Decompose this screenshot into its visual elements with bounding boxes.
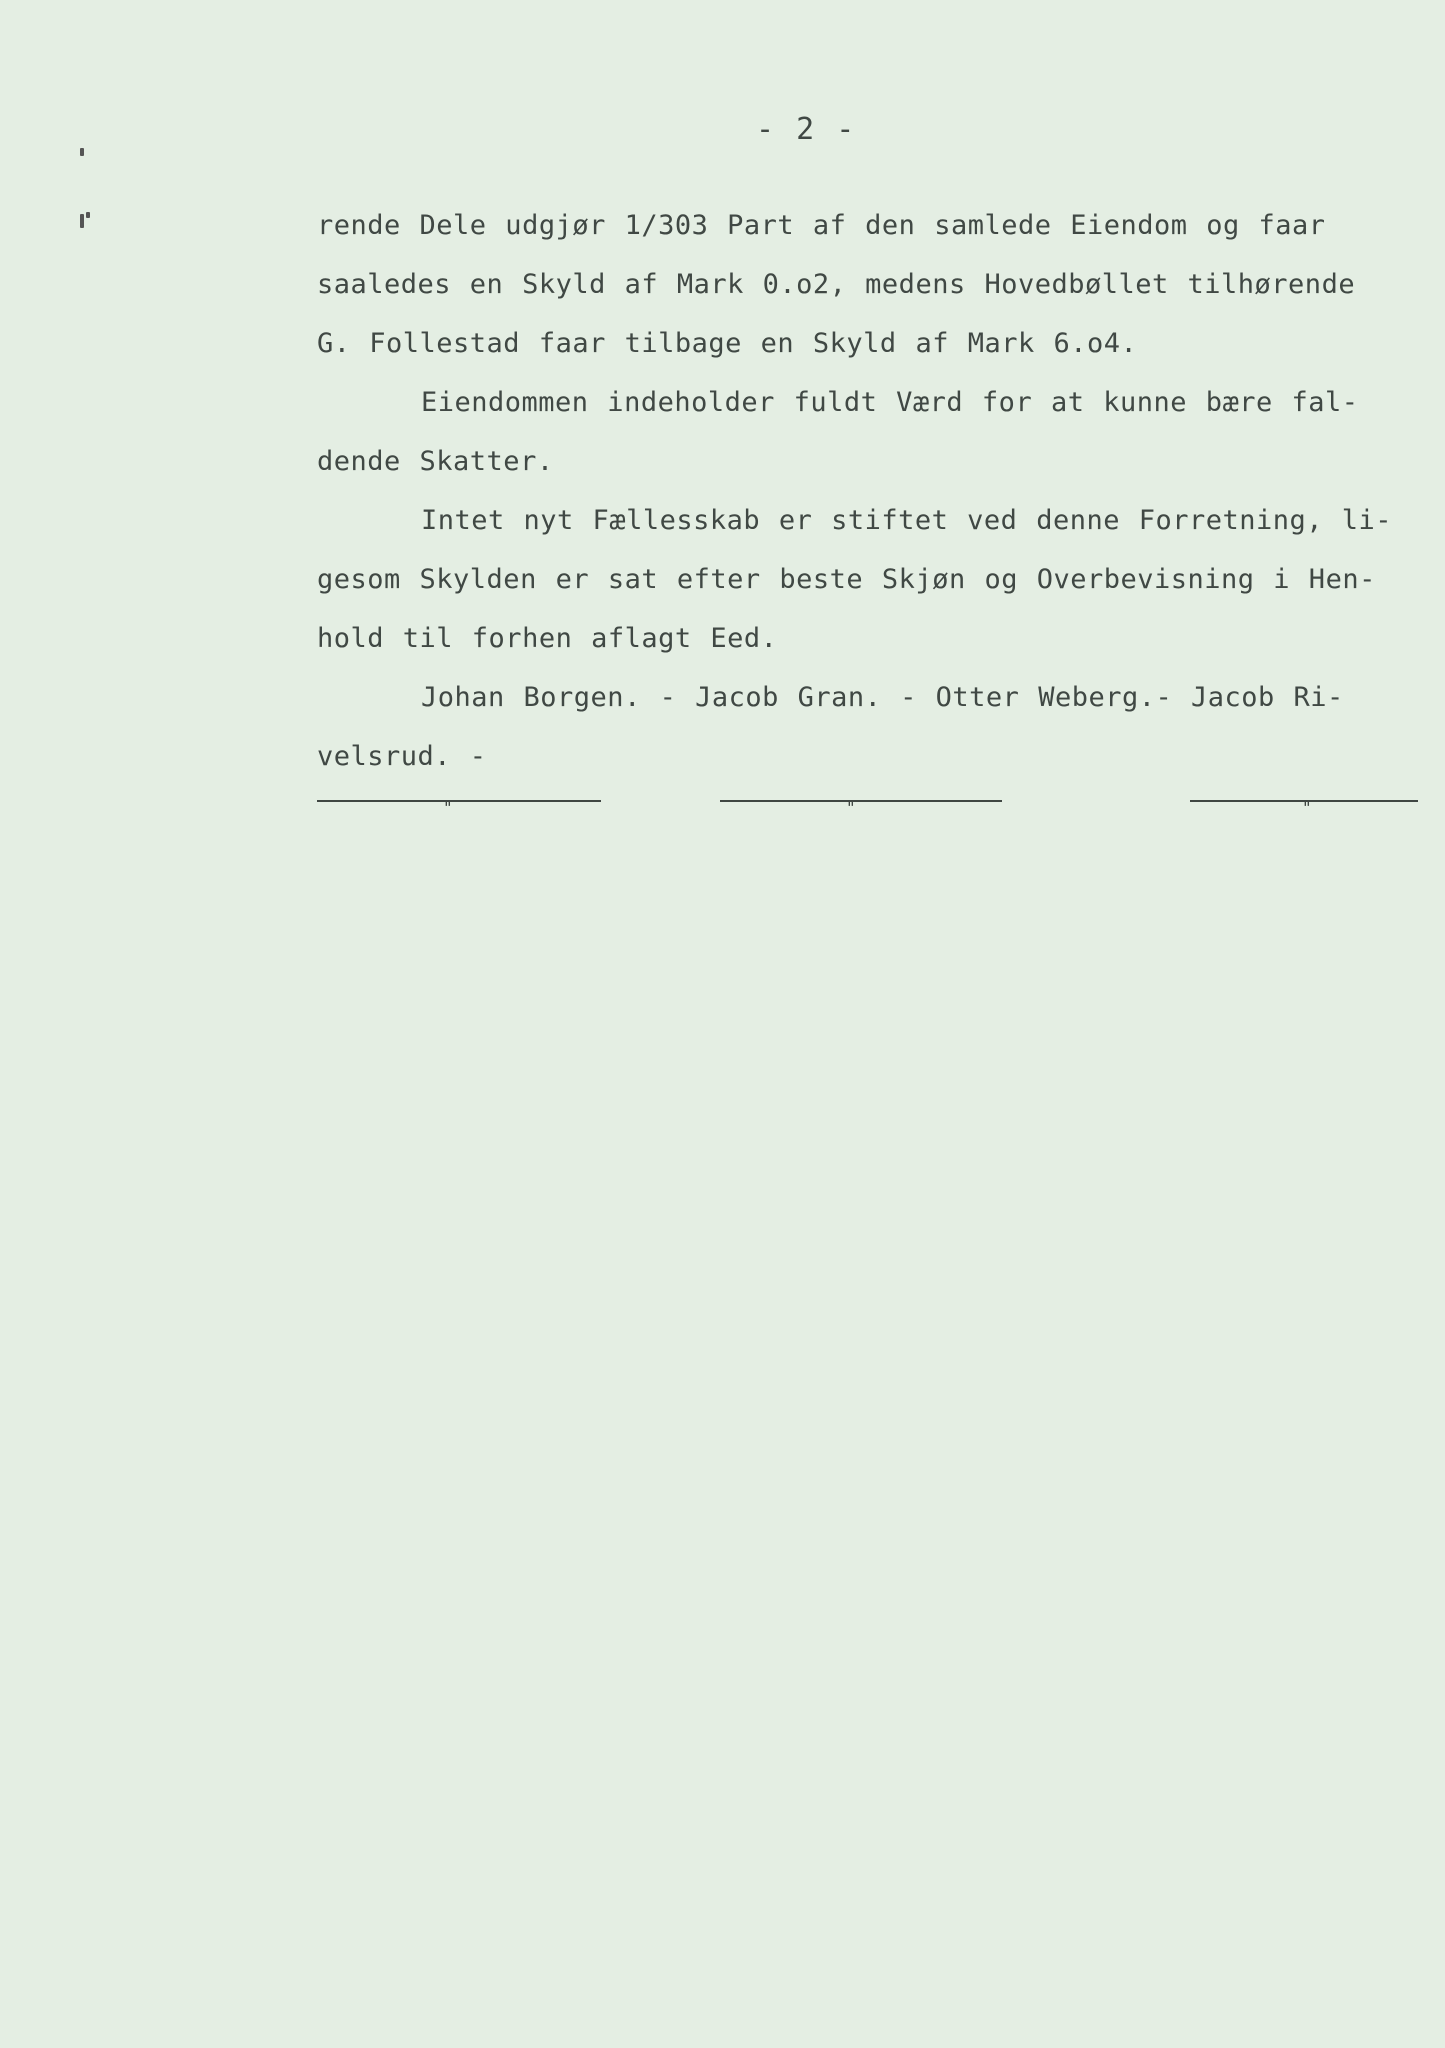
text-line: rende Dele udgjør 1/303 Part af den samlede Eiendom og faar [317, 210, 1326, 241]
separator-rules [0, 786, 1445, 816]
text-line: Intet nyt Fællesskab er stiftet ved denne Forretning, li- [421, 505, 1393, 536]
separator-rule [1190, 798, 1418, 817]
text-line: saaledes en Skyld af Mark 0.o2, medens Hovedbøllet tilhørende [317, 269, 1356, 300]
margin-mark [80, 148, 84, 156]
ditto-mark: " [846, 798, 856, 817]
text-line: gesom Skylden er sat efter beste Skjøn og Overbevisning i Hen- [317, 564, 1376, 595]
ditto-mark: " [1302, 798, 1312, 817]
ditto-mark: " [443, 798, 453, 817]
separator-rule [720, 798, 1002, 817]
document-body [317, 196, 1427, 786]
text-line: Eiendommen indeholder fuldt Værd for at kunne bære fal- [421, 387, 1359, 418]
text-line: velsrud. - [317, 741, 487, 772]
page-number: - 2 - [756, 112, 857, 147]
margin-mark [80, 214, 84, 228]
margin-mark [86, 212, 90, 218]
text-line: dende Skatter. [317, 446, 554, 477]
text-line: hold til forhen aflagt Eed. [317, 623, 778, 654]
text-line: G. Follestad faar tilbage en Skyld af Mark 6.o4. [317, 328, 1138, 359]
separator-rule [317, 798, 601, 817]
text-line: Johan Borgen. - Jacob Gran. - Otter Weberg.- Jacob Ri- [421, 682, 1344, 713]
